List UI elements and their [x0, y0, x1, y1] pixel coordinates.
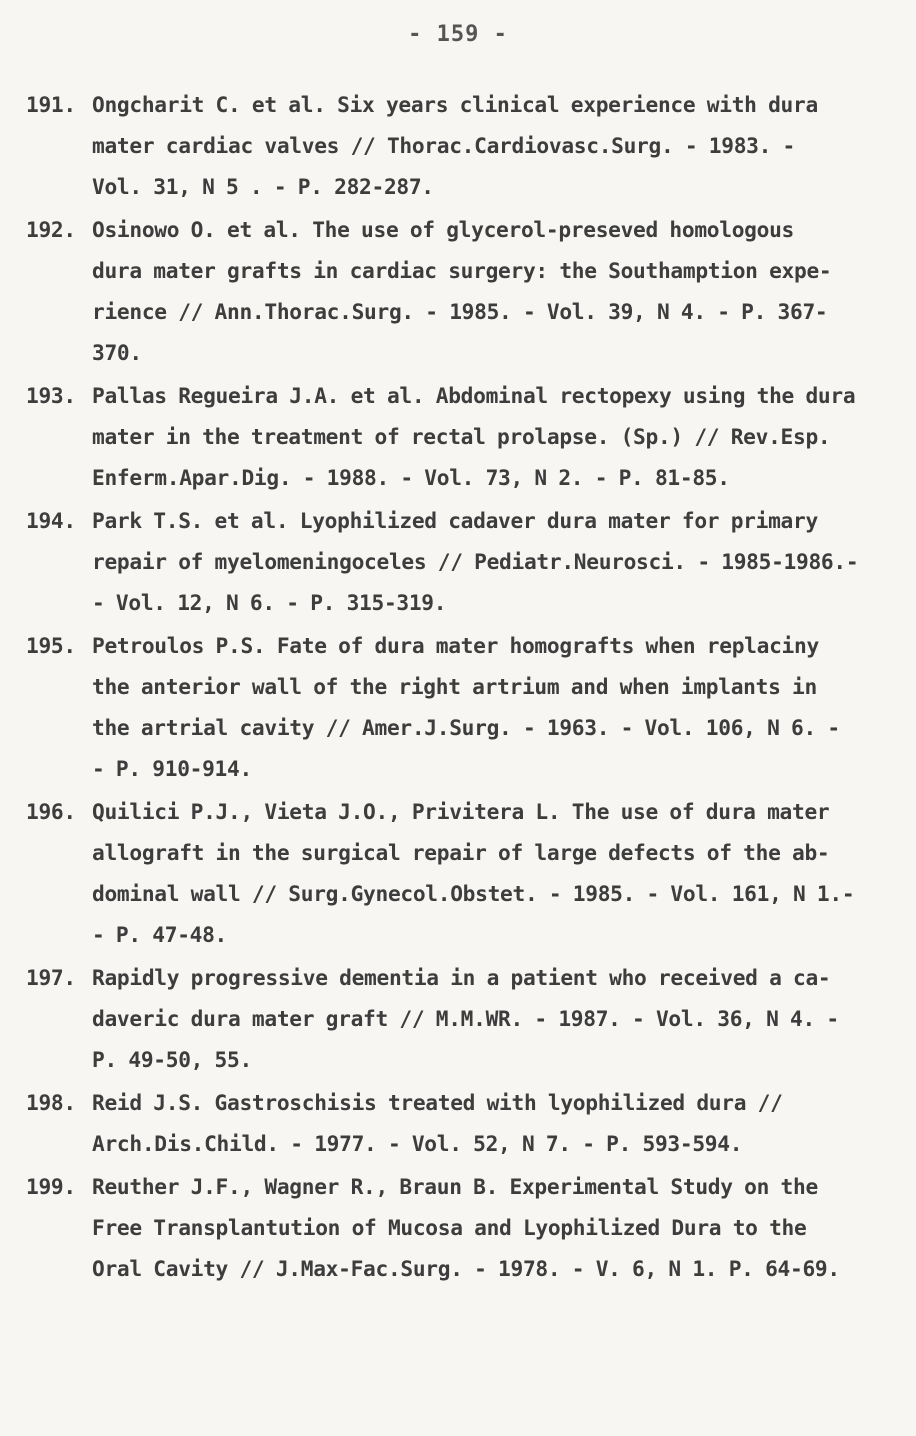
- reference-text: Quilici P.J., Vieta J.O., Privitera L. The use of dura mater allograft in the surgical repair of large defects of the ab- dominal wall // Surg.Gynecol.Obstet. - 1985. - Vol. 161, N 1.- - P. 47-48.: [92, 799, 855, 947]
- reference-text: Osinowo O. et al. The use of glycerol-preseved homologous dura mater grafts in cardiac surgery: the Southamption expe- rience // Ann.Thorac.Surg. - 1985. - Vol. 39, N 4. - P. 367- 370.: [92, 217, 832, 365]
- reference-number: 195.: [26, 633, 76, 658]
- reference-list: [26, 84, 888, 1291]
- reference-text: Rapidly progressive dementia in a patient who received a ca- daveric dura mater graft // M.M.WR. - 1987. - Vol. 36, N 4. - P. 49-50, 55.: [92, 965, 839, 1072]
- reference-entry: [26, 791, 888, 955]
- reference-entry: [26, 375, 888, 498]
- reference-entry: [26, 1082, 888, 1164]
- page-number: - 159 -: [408, 22, 508, 47]
- reference-number: 197.: [26, 965, 76, 990]
- reference-number: 192.: [26, 217, 76, 242]
- reference-entry: [26, 1166, 888, 1289]
- reference-entry: [26, 209, 888, 373]
- reference-text: Pallas Regueira J.A. et al. Abdominal rectopexy using the dura mater in the treatment of rectal prolapse. (Sp.) // Rev.Esp. Enferm.Apar.Dig. - 1988. - Vol. 73, N 2. - P. 81-85.: [92, 383, 856, 490]
- reference-number: 196.: [26, 799, 76, 824]
- reference-number: 199.: [26, 1174, 76, 1199]
- reference-text: Reid J.S. Gastroschisis treated with lyophilized dura // Arch.Dis.Child. - 1977. - Vol. 52, N 7. - P. 593-594.: [92, 1090, 783, 1156]
- reference-text: Ongcharit C. et al. Six years clinical experience with dura mater cardiac valves // Thorac.Cardiovasc.Surg. - 1983. - Vol. 31, N 5 . - P. 282-287.: [92, 92, 818, 199]
- reference-text: Reuther J.F., Wagner R., Braun B. Experimental Study on the Free Transplantution of Mucosa and Lyophilized Dura to the Oral Cavity // J.Max-Fac.Surg. - 1978. - V. 6, N 1. P. 64-69.: [92, 1174, 840, 1281]
- reference-number: 194.: [26, 508, 76, 533]
- reference-number: 198.: [26, 1090, 76, 1115]
- reference-entry: [26, 84, 888, 207]
- reference-number: 193.: [26, 383, 76, 408]
- reference-text: Petroulos P.S. Fate of dura mater homografts when replaciny the anterior wall of the right artrium and when implants in the artrial cavity // Amer.J.Surg. - 1963. - Vol. 106, N 6. - - P. 910-914.: [92, 633, 840, 781]
- reference-entry: [26, 957, 888, 1080]
- reference-text: Park T.S. et al. Lyophilized cadaver dura mater for primary repair of myelomeningoceles // Pediatr.Neurosci. - 1985-1986.- - Vol. 12, N 6. - P. 315-319.: [92, 508, 859, 615]
- reference-entry: [26, 500, 888, 623]
- reference-number: 191.: [26, 92, 76, 117]
- reference-entry: [26, 625, 888, 789]
